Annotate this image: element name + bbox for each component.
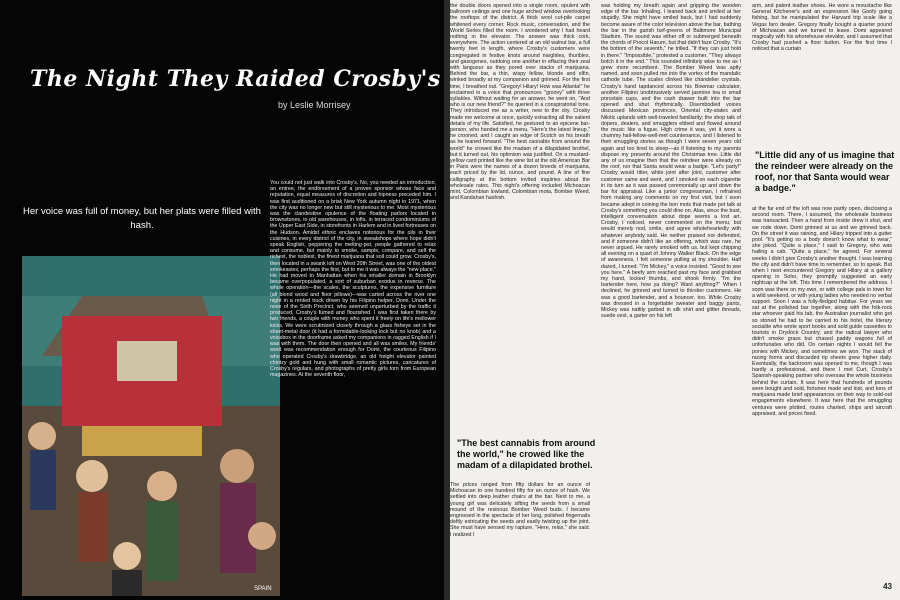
illustration-figure xyxy=(248,522,276,550)
lede-text: Her voice was full of money, but her plats were filled with hash. xyxy=(23,206,261,231)
left-page xyxy=(0,0,444,600)
column-1-bottom xyxy=(450,482,590,538)
right-page xyxy=(450,0,900,600)
illustration-figure-body xyxy=(30,450,56,510)
column-1-text-top: the double doors opened into a single room, opulent with ballroom ceilings and one huge arched window overlooking the rooftops of the district. A thick wool cut-pile carpet whitened every corner. Rock music, conversation, and the World Series filled the room. I wondered why I had heard nothing in the elevator. The answer was thick cork, everywhere. The action centered at an old walnut bar, a full twenty feet in length, where Crosby's customers were congregated in festive knots around narghiles, thuribles, and gasogenes, outdoing one another in effacing their zeal with languour as they pored over stacks of marijuana. Behind the bar, a thin, wispy fellow, blonde and elfin, winked broadly at my companion and grinned. For the first time, I breathed out. "Gregory! Hilary! How was Atlanta!" he exclaimed in a voice that pronounces "groovy" with three syllables. Without waiting for an answer, he went on, "And who is our new friend?" he queried in a conspiratorial tone. They introduced me as a writer, new to the city. Crosby made me welcome at once, quickly extracting all the salient details of my life. Satisfied, he gestured to an epicene bar-person, who handed me a menu. "Here's the latest lineup," he crooned, and I caught an edge of Scotch on his breath as he leaned forward. "The best cannabis from around the world" he crowed like the madam of a dilapidated brothel, but it turned out, his optimism was justified. On a mustard-yellow card printed like the wine list at the old American Bar in Paris were the names of a dozen breeds of marijuana, each priced by the lid, ounce, and pound. A line of fine calligraphy at the bottom invited inquiries about the wholesale rates. This night's offering included Michoacan mint, Colombian lowland, Colombian mota, Bomber Weed, and Kandahari hashish. xyxy=(450,3,590,202)
illustration-figure xyxy=(113,542,141,570)
illustration-figure-body xyxy=(112,570,142,596)
left-column-text: You could not just walk into Crosby's. No, you needed an introduction, an entree, the endorsement of a proven sponsor whose face and reputation, equal measures of discretion and hipness preceded him. I was first auditioned on a brisk New York autumn night in 1971, when the city was no longer new but still mysterious to me. Most mysterious was the clandestine opulence of the floating parlors located in brownstones, in old warehouses, in lofts, in terraced condominiums of the Upper East Side, in storefronts in Harlem and in lived fortresses on the Hudson. Amidst ethnic enclaves notorious for the oils in their cuisines, in every district of the city, in sweatshops where hope didn't speak English, peppering the melting-pot, people gathered to relax and consume, but mainly to smoke, sample, compare, and sell the richest, the noblest, the finest marijuana that soil could grow. Crosby's, then located in a swank loft on West 20th Street, was one of the oldest smokeasies, perhaps the first, but to me it was always the "new place." He had moved to Manhattan when his smaller domain in Brooklyn became overpopulated, a sort of suburban exodus in reverse. The whole operation—the scales, the sculptures, the expensive furniture (all blond wood and floor pillows)—was carted across the river one night in a rented truck driven by his Filipino helper, Domi. Under the nose of the Sixth Precinct, who seemed unperturbed by the traffic it produced, Crosby's fumed and flourished. I was first taken there by two friends, a couple with money who spent it freely on life's mellower kicks. We were scrutinized closely through a glass fisheye set in the sheet-metal door (it had a formidable-looking lock but no knob) and a voicebox in the doorframe asked my companions in ragged English if I was with them. The door then opened and all was smiles. My friends' word was recommendation enough for Domi, the courteous Filipino who operated Crosby's drawbridge, an old freight elevator painted chintzy gold and hung with small romantic pictures, caricatures of Crosby's regulars, and photographs of pretty girls torn from European magazines. At the seventh floor, xyxy=(270,180,436,379)
illustration-figure xyxy=(76,460,108,492)
illustration-figure-body xyxy=(146,501,178,581)
illustration-truck xyxy=(82,426,202,456)
column-2-text: was holding my breath again and gripping the wooden edge of the bar. Inhaling, I leaned back and smiled at her stupidly. She might have smiled back, but I had suddenly become aware of the color television above the bar, bathing the bar in the garish turf-greens of Baltimore Municipal Stadium. The sound was either off or submerged beneath the chords of Procol Harum, but that didn't faze Crosby. "It's the bottom of the seventh," he trilled. "If they can just hold in there." "Impossible," protested a customer. "They always botch it in the end." This sounded infinitely wise to me as I grew more recumbent. The Bomber Weed was aptly named, and soon pulled me into the vortex of the mandalic cathode tube. The scales clinked like chandelier crystals. Crosby's hand tapdanced across his Bowmar calculator, another Filipino unobtrusively served jasmine tea in small porcelain cups, and the cash drawer built into the bar opened and shut rhythmically. Disembodied voices discussed Mexican provinces, Oriental city-states and Nilotic uplands with well-traveled familiarity; the shop talk of dopers, dealers, and smugglers ebbed and flowed around the music like a fugue. High crime it was, yet it wore a chummy hail-fellow-well-met countenance, and I listened to their smuggling stories as though I were seven years old again and too tired to sleep—as if listening to my parents dispose my presents around the Christmas tree. Little did any of us imagine then that the reindeer were already on the roof, nor that Santa would wear a badge. "Let's party!" Crosby would titter, while joint after joint, customer after customer came and went, and I smoked on each cigarette in its turn as it was passed ceremonially up and down the bar for appraisal. Like a junior congressman, I refrained from making any comments on my first visit, but I soon became adept in coining the bon mots that made pot talk at Crosby's something you could dine on. Alas, since the bust, intelligent conversation about dope seems a lost art. Crosby, I noticed, never commented on the menu, but would merely nod, smile, and agree wholeheartedly with whatever anybody said. He neither praised nor defended, and if someone didn't like an offering, which was rare, he never argued. He rarely smoked with us, but kept chipping all evening on a quart of Johnny Walker Black. On the edge of awareness, I felt someone pulling at my shoulder. Half dazed, I turned. "I'm Mickey," a voice insisted. "Good to see you here." A beefy arm reached past my face and grabbed my hand, locked thumbs, and shook firmly. "I'm the bartender here, how ya doing? Want anything?" When I declined, he grinned and turned to thirstier customers. He was a good bartender, and a bouncer, too. While Crosby was dressed in a forgettable sweater and baggy pants, Mickey was nattily garbed in silk shirt and glitter threads, suede vest, a garter on his left xyxy=(601,3,741,320)
illustration-window xyxy=(117,341,177,381)
illustration-figure xyxy=(28,422,56,450)
illustration-credit: SPAIN xyxy=(254,586,272,592)
pull-quote-1: "The best cannabis from around the world," he crowed like the madam of a dilapidated brothel. xyxy=(457,438,596,470)
illustration-figure xyxy=(147,471,177,501)
illustration-figure xyxy=(220,449,254,483)
column-1 xyxy=(450,3,590,202)
byline: by Leslie Morrisey xyxy=(278,100,351,110)
illustration-figure-body xyxy=(78,492,108,562)
pull-quote-2: "Little did any of us imagine that the reindeer were already on the roof, nor that Santa would wear a badge." xyxy=(755,150,895,193)
article-title: The Night They Raided Crosby's xyxy=(30,66,441,92)
column-1-text-bottom: The prices ranged from fifty dollars for an ounce of Michoacan to one hundred fifty for an ounce of hash. We settled into deep leather chairs at the bar. Next to me, a young girl was delicately sifting the seeds from a small mound of the resinous Bomber Weed buds. I became engrossed in the spectacle of her long, polished fingernails deftly extricating the seeds and easily twisting up the joint. She must have sensed my rapture. "Here, relax," she said. I realized I xyxy=(450,482,590,538)
column-3-bottom xyxy=(752,206,892,417)
column-2 xyxy=(601,3,741,319)
illustration xyxy=(22,256,280,596)
page-number: 43 xyxy=(883,582,892,591)
column-3-top xyxy=(752,3,892,53)
column-3-text-bottom: at the far end of the loft was now partly open, disclosing a second room. There, I assumed, the wholesale business was transacted. Then a hand from inside drew it shut, and we rode down. Domi grinned at us and we grinned back. On the street it was raining, and Hilary tripped into a gutter pool. "It's getting so a body doesn't know what to wear," she joked. "Quite a place," I said to Gregory, who was hailing a cab. "Quite a place," he agreed. For several weeks I didn't give Crosby's another thought. I was learning the city and didn't have time to remember, so to speak. But when I next encountered Gregory and Hilary at a gallery opening in Soho, they promptly suggested an early nightcap at the loft. This time I remembered the address. I soon was there on my own, or with college pals in town for a wild weekend, or with young ladies who needed no verbal support. Soon I was a fully-fledged habitue. For years we sat at the polished bar together, along with the folk-rock star whoever paid his tab, the Australian journalist who got so stoned he had to be carried to his hotel, the literary socialite who wrote sport books and sold guide cassettes to tourists in Drydock Country, and the radical lawyer who didn't smoke grass but chased paddy wagons full of unfortunates who did. On certain nights I would fell the ponies with Mickey, and sometimes we won. The stack of racing forms and discarded tip sheets grew higher daily. Eventually, the backroom was opened to me, though I was hardly a professional, and there I met Curt, Crosby's Spanish-speaking partner who oversaw the whole business behind the curtain. It was here that hundreds of pounds were bought and sold, fortunes made and lost, and tons of marijuana made brief appearances on their way to sold-out engagements elsewhere. It was here that the smuggling ventures were plotted, routes charted, ships and aircraft appraised, and prices fixed. xyxy=(752,206,892,417)
column-3-text-top: arm, and patent leather shoes. He wore a moustache like General Kitchener's and an expression like Goofy going fishing, but he manipulated the Harvard trip scale like a Vegas faro dealer. Gregory finally bought a quarter pound of Michoacan and we turned to leave. Domi appeared magically with his whorehouse elevator, and I assumed that Crosby had pushed a floor button. For the first time I noticed that a curtain xyxy=(752,3,892,53)
